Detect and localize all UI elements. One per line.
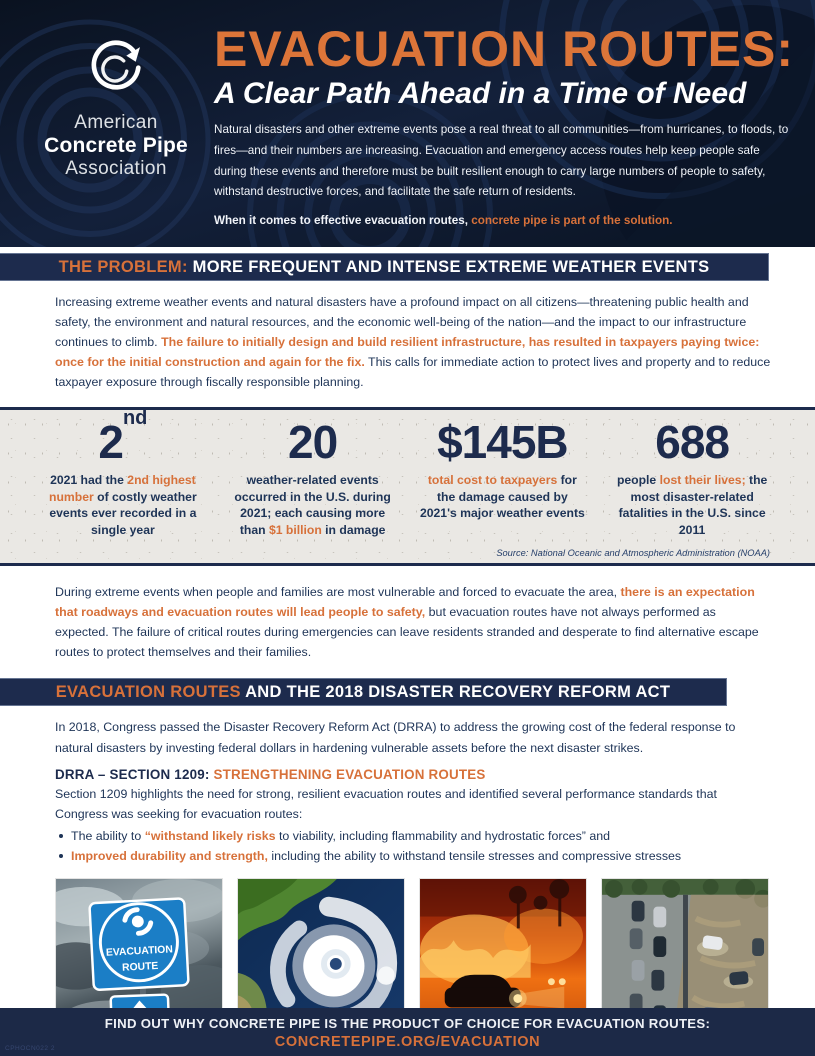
stat-145b-cost	[408, 418, 598, 539]
stats-band	[0, 407, 815, 566]
section-header-drra-rest: AND THE 2018 DISASTER RECOVERY REFORM ACT	[240, 682, 671, 701]
drra-section-1209-heading	[55, 767, 815, 782]
hero-header	[0, 0, 815, 247]
stat-value: 688	[655, 416, 729, 469]
sign-text-evacuation: EVACUATION	[105, 944, 174, 959]
problem-paragraph-text-2: This calls for immediate action to protect lives and property and to reduce taxpayer exposure through fiscally responsible planning.	[55, 355, 771, 390]
drra-bullet-list	[58, 826, 775, 866]
stat-2nd-highest	[28, 407, 218, 539]
logo-text-american: American	[74, 112, 158, 133]
hero-intro-text: Natural disasters and other extreme events pose a real threat to all communities—from hurricanes, to floods, to fires—and their numbers are increasing. Evacuation and emergency access routes help keep people safe during these events and therefore must be built resilient enough to carry large numbers of people to safety, withstand destructive forces, and facilitate the safe return of residents.	[214, 123, 789, 199]
drra-body-paragraph: Section 1209 highlights the need for strong, resilient evacuation routes and identified several performance standards that Congress was seeking for evacuation routes:	[55, 786, 717, 821]
drra-heading-orange: STRENGTHENING EVACUATION ROUTES	[209, 766, 486, 782]
logo-text-association: Association	[65, 158, 167, 179]
cta-plain-text: When it comes to effective evacuation routes,	[214, 214, 472, 228]
drra-heading-navy: DRRA – SECTION 1209:	[55, 766, 210, 782]
stat-value: 20	[288, 416, 338, 469]
document-code: CPHOCN022 2	[5, 1045, 55, 1052]
stats-source-note: Source: National Oceanic and Atmospheric Administration (NOAA)	[496, 548, 770, 559]
cta-highlight-text: concrete pipe is part of the solution.	[471, 214, 673, 228]
problem-paragraph	[55, 292, 772, 392]
sign-text-route: ROUTE	[121, 960, 159, 974]
footer-url-link[interactable]: CONCRETEPIPE.ORG/EVACUATION	[274, 1034, 541, 1050]
section-header-drra-highlight: EVACUATION ROUTES	[55, 682, 241, 701]
drra-intro-paragraph: In 2018, Congress passed the Disaster Recovery Reform Act (DRRA) to address the growing cost of the federal response to natural disasters by investing federal dollars in hardening vulnerable assets before the next disaster strikes.	[55, 720, 736, 755]
stat-value-suffix: nd	[122, 407, 148, 430]
stat-description: weather-related events occurred in the U.S. during 2021; each causing more than $1 billion in damage	[234, 472, 391, 538]
evacuation-route-sign	[89, 898, 188, 990]
stat-688-lives	[597, 418, 787, 539]
hero-intro-paragraph	[214, 120, 794, 203]
page-subtitle: A Clear Path Ahead in a Time of Need	[214, 77, 747, 110]
bullet-durability-strength: Improved durability and strength, including the ability to withstand tensile stresses and compressive stresses	[58, 846, 775, 866]
hero-content	[214, 21, 804, 231]
section-header-problem-highlight: THE PROBLEM:	[58, 257, 188, 276]
bullet-withstand-risks: The ability to “withstand likely risks to viability, including flammability and hydrostatic forces” and	[58, 826, 775, 846]
expectation-paragraph: During extreme events when people and families are most vulnerable and forced to evacuate the area, there is an expectation that roadways and evacuation routes will lead people to safety, but evacuation routes have not always performed as expected. The failure of critical routes during emergencies can leave residents stranded and desperate to find alternative escape routes to protect themselves and their families.	[55, 585, 759, 660]
section-header-problem-rest: MORE FREQUENT AND INTENSE EXTREME WEATHER EVENTS	[187, 257, 710, 276]
pipe-swirl-icon	[86, 36, 146, 96]
acpa-logo	[26, 30, 206, 180]
stat-value: 2nd	[98, 407, 148, 469]
stat-20-events	[218, 418, 408, 539]
problem-paragraph-text: Increasing extreme weather events and natural disasters have a profound impact on all citizens—threatening public health and safety, the environment and natural resources, and the economic well-being of the nation—and the impact to our infrastructure continues to climb.	[55, 295, 749, 350]
section-header-problem	[0, 253, 769, 281]
footer-tagline: FIND OUT WHY CONCRETE PIPE IS THE PRODUCT OF CHOICE FOR EVACUATION ROUTES:	[104, 1016, 711, 1031]
hero-cta-line	[214, 212, 804, 231]
footer-banner	[0, 1008, 815, 1056]
stat-value: $145B	[437, 416, 568, 469]
stat-description: total cost to taxpayers for the damage caused by 2021's major weather events	[419, 472, 585, 521]
stat-description: 2021 had the 2nd highest number of costly weather events ever recorded in a single year	[49, 472, 197, 538]
page-title: EVACUATION ROUTES:	[214, 21, 795, 77]
section-header-drra	[0, 678, 727, 706]
logo-text-concrete-pipe: Concrete Pipe	[44, 134, 188, 157]
problem-paragraph-highlight: The failure to initially design and build resilient infrastructure, has resulted in taxpayers paying twice: once for the initial construction and again for the fix.	[55, 335, 760, 370]
stat-description: people lost their lives; the most disaster-related fatalities in the U.S. since 2011	[616, 472, 768, 538]
